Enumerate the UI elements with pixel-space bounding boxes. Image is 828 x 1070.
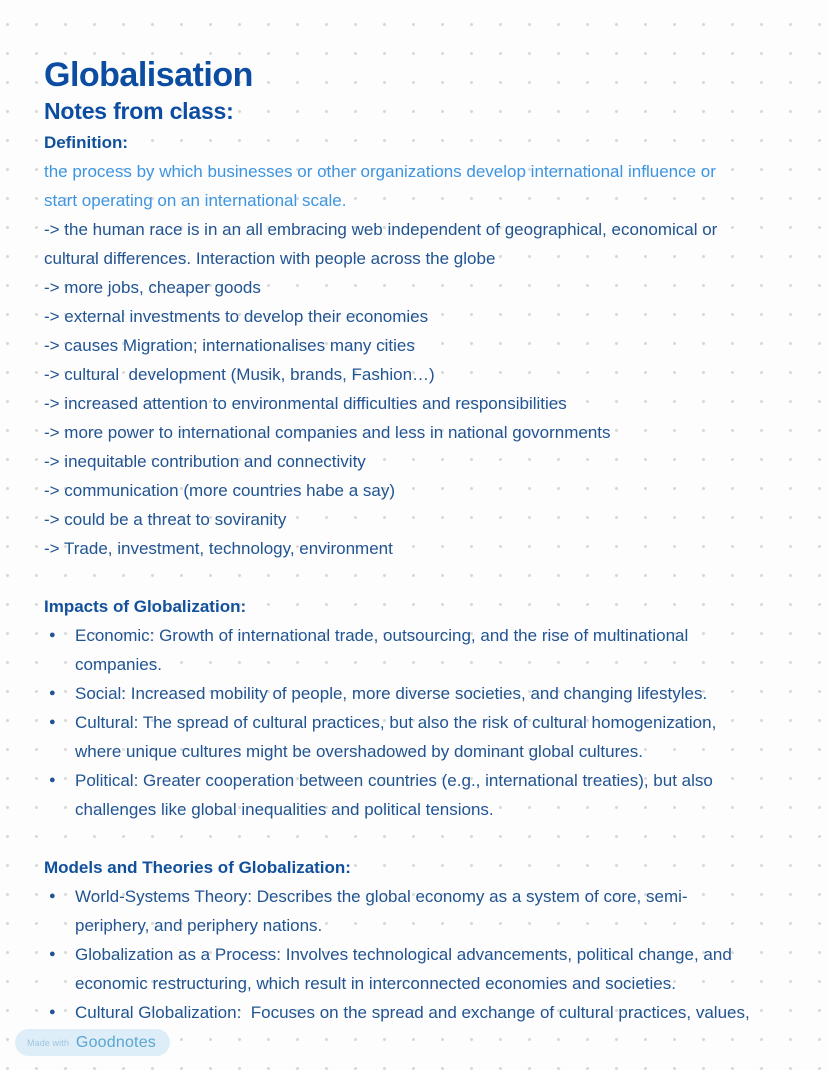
page-title: Globalisation <box>44 56 253 94</box>
arrow-note-line: -> could be a threat to soviranity <box>44 510 287 529</box>
impacts-list <box>44 621 788 824</box>
bullet-text-line: Cultural: The spread of cultural practices, but also the risk of cultural homogenization, <box>75 713 717 732</box>
list-item <box>44 708 788 766</box>
arrow-notes-list <box>44 215 788 563</box>
list-item <box>44 998 788 1027</box>
list-item <box>44 766 788 824</box>
arrow-note-line: -> the human race is in an all embracing web independent of geographical, economical or <box>44 220 718 239</box>
section-heading-impacts: Impacts of Globalization: <box>44 597 247 616</box>
list-item <box>44 882 788 940</box>
bullet-text-line: Globalization as a Process: Involves technological advancements, political change, and <box>75 945 732 964</box>
definition-text <box>44 157 788 215</box>
bullet-icon: ● <box>49 948 56 960</box>
arrow-note-line: -> communication (more countries habe a say) <box>44 481 396 500</box>
arrow-note-line: -> causes Migration; internationalises many cities <box>44 336 415 355</box>
bullet-icon: ● <box>49 716 56 728</box>
arrow-note-line: cultural differences. Interaction with people across the globe <box>44 249 496 268</box>
list-item <box>44 621 788 679</box>
page-subtitle: Notes from class: <box>44 98 234 124</box>
bullet-text-line: Political: Greater cooperation between countries (e.g., international treaties), but also <box>75 771 713 790</box>
definition-text-line: start operating on an international scale. <box>44 191 347 210</box>
arrow-note-line: -> increased attention to environmental difficulties and responsibilities <box>44 394 567 413</box>
bullet-icon: ● <box>49 687 56 699</box>
models-list <box>44 882 788 1027</box>
bullet-text-line: Cultural Globalization: Focuses on the spread and exchange of cultural practices, values, <box>75 1003 750 1022</box>
arrow-note-line: -> cultural development (Musik, brands, Fashion…) <box>44 365 435 384</box>
arrow-note-line: -> inequitable contribution and connectivity <box>44 452 366 471</box>
goodnotes-badge[interactable] <box>15 1029 170 1056</box>
bullet-text-line: periphery, and periphery nations. <box>75 916 323 935</box>
goodnotes-logo: Goodnotes <box>75 1033 157 1051</box>
bullet-icon: ● <box>49 1006 56 1018</box>
list-item <box>44 940 788 998</box>
list-item <box>44 679 788 708</box>
bullet-icon: ● <box>49 774 56 786</box>
section-heading-models: Models and Theories of Globalization: <box>44 858 351 877</box>
bullet-text-line: challenges like global inequalities and political tensions. <box>75 800 494 819</box>
bullet-text-line: economic restructuring, which result in interconnected economies and societies. <box>75 974 676 993</box>
bullet-text-line: companies. <box>75 655 162 674</box>
bullet-icon: ● <box>49 629 56 641</box>
arrow-note-line: -> Trade, investment, technology, environment <box>44 539 393 558</box>
made-with-label: Made with <box>27 1037 69 1048</box>
bullet-text-line: Economic: Growth of international trade, outsourcing, and the rise of multinational <box>75 626 689 645</box>
bullet-text-line: where unique cultures might be overshadowed by dominant global cultures. <box>75 742 643 761</box>
bullet-text-line: Social: Increased mobility of people, more diverse societies, and changing lifestyles. <box>75 684 708 703</box>
definition-label: Definition: <box>44 133 129 152</box>
bullet-icon: ● <box>49 890 56 902</box>
arrow-note-line: -> more jobs, cheaper goods <box>44 278 261 297</box>
arrow-note-line: -> more power to international companies and less in national govornments <box>44 423 611 442</box>
arrow-note-line: -> external investments to develop their economies <box>44 307 429 326</box>
bullet-text-line: World-Systems Theory: Describes the global economy as a system of core, semi- <box>75 887 688 906</box>
definition-text-line: the process by which businesses or other organizations develop international influence or <box>44 162 716 181</box>
